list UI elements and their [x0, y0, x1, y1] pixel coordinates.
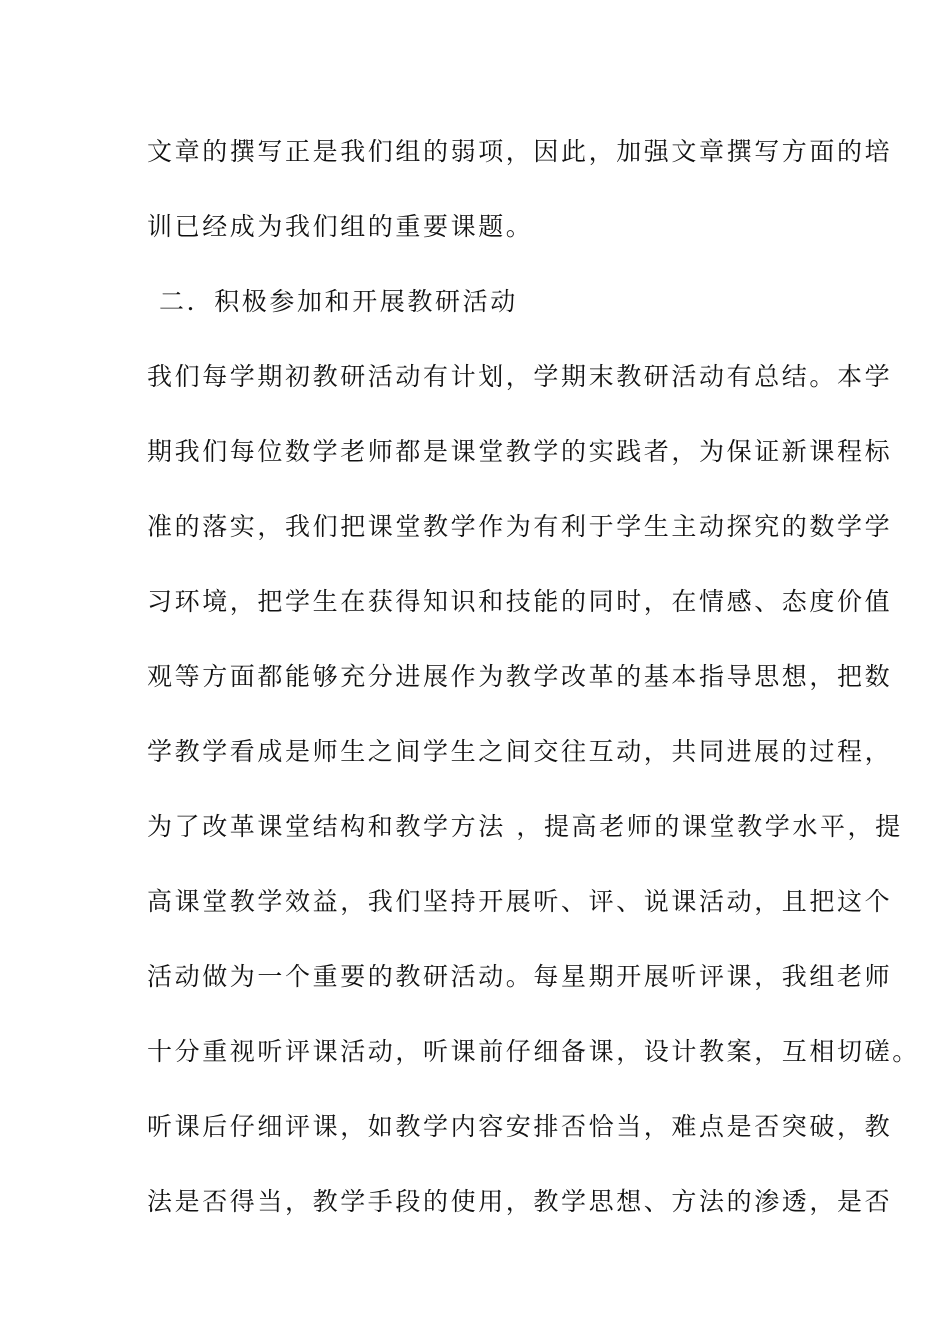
paragraph-line: 为了改革课堂结构和教学方法 ，提高老师的课堂教学水平，提: [147, 812, 903, 841]
paragraph-line: 活动做为一个重要的教研活动。每星期开展听评课，我组老师: [147, 962, 893, 991]
section-heading: 二．积极参加和开展教研活动: [159, 287, 518, 316]
paragraph-line: 法是否得当，教学手段的使用，教学思想、方法的渗透，是否: [147, 1187, 893, 1216]
paragraph-line: 观等方面都能够充分进展作为教学改革的基本指导思想，把数: [147, 662, 893, 691]
paragraph-line: 文章的撰写正是我们组的弱项，因此，加强文章撰写方面的培: [147, 137, 893, 166]
paragraph-line: 期我们每位数学老师都是课堂教学的实践者，为保证新课程标: [147, 437, 893, 466]
paragraph-line: 习环境，把学生在获得知识和技能的同时，在情感、态度价值: [147, 587, 893, 616]
paragraph-line: 训已经成为我们组的重要课题。: [147, 212, 534, 241]
paragraph-line: 准的落实，我们把课堂教学作为有利于学生主动探究的数学学: [147, 512, 893, 541]
paragraph-line: 学教学看成是师生之间学生之间交往互动，共同进展的过程，: [147, 737, 893, 766]
paragraph-line: 十分重视听评课活动，听课前仔细备课，设计教案，互相切磋。: [147, 1037, 920, 1066]
paragraph-line: 高课堂教学效益，我们坚持开展听、评、说课活动，且把这个: [147, 887, 893, 916]
paragraph-line: 我们每学期初教研活动有计划，学期末教研活动有总结。本学: [147, 362, 893, 391]
paragraph-line: 听课后仔细评课，如教学内容安排否恰当，难点是否突破，教: [147, 1112, 893, 1141]
